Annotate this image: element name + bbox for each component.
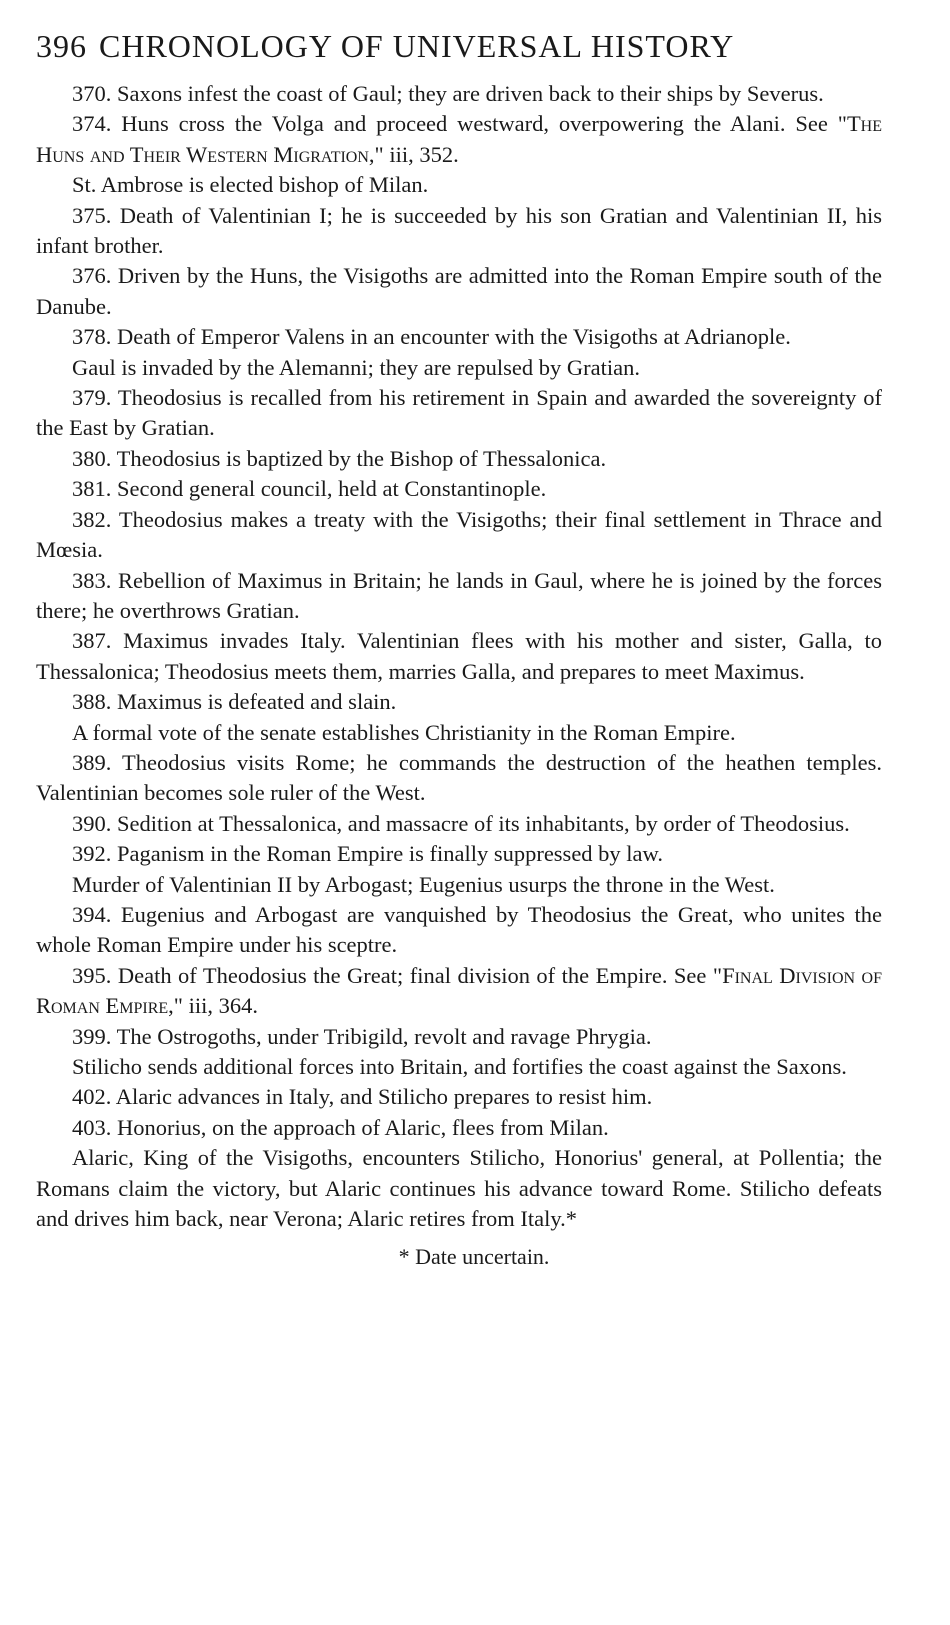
entry-text: Sedition at Thessalonica, and massacre of its inhabitants, by order of Theodosius.: [117, 810, 850, 836]
entry-text: A formal vote of the senate establishes Christianity in the Roman Empire.: [72, 719, 736, 745]
chronology-entry: [36, 1082, 882, 1112]
chronology-entry: [36, 383, 882, 444]
entry-year: 370.: [72, 81, 112, 106]
entry-year: 376.: [72, 263, 112, 289]
entry-text: Gaul is invaded by the Alemanni; they are repulsed by Gratian.: [72, 354, 640, 380]
chronology-entry: [36, 718, 882, 748]
entry-year: 395.: [72, 962, 112, 988]
entry-text: Death of Theodosius the Great; final division of the Empire. See ": [117, 962, 723, 988]
chronology-entry: [36, 900, 882, 961]
entry-year: 402.: [72, 1084, 112, 1110]
entry-year: 378.: [72, 324, 112, 350]
chronology-entry: [36, 839, 882, 869]
entry-year: 390.: [72, 810, 112, 836]
entry-year: 381.: [72, 476, 112, 502]
entry-year: 388.: [72, 689, 112, 715]
cross-reference-title: The Huns and Their Western Migration,: [36, 111, 883, 167]
entry-year: 383.: [72, 567, 112, 593]
chronology-entry: [36, 1113, 882, 1143]
entry-text: Murder of Valentinian II by Arbogast; Eugenius usurps the throne in the West.: [72, 871, 775, 897]
page-number: 396: [36, 28, 87, 64]
entry-text: Theodosius is baptized by the Bishop of Thessalonica.: [116, 445, 607, 471]
chronology-entry: [36, 109, 882, 170]
entry-text: Alaric advances in Italy, and Stilicho prepares to resist him.: [115, 1084, 653, 1110]
entry-text: Maximus invades Italy. Valentinian flees with his mother and sister, Galla, to Thessalonica; Theodosius meets them, marries Galla, and prepares to meet Maximus.: [36, 628, 882, 684]
chronology-entry: [36, 566, 882, 627]
entry-year: 392.: [72, 841, 112, 867]
cross-reference-title: Final Division of Roman Empire,: [36, 962, 882, 1019]
entry-year: 399.: [72, 1023, 112, 1049]
entry-year: 379.: [72, 385, 112, 411]
chronology-entry: [36, 474, 882, 504]
entry-text: Paganism in the Roman Empire is finally suppressed by law.: [117, 841, 663, 867]
entry-text: Stilicho sends additional forces into Britain, and fortifies the coast against the Saxons.: [72, 1054, 847, 1079]
chronology-entry: [36, 1022, 882, 1052]
chronology-entry: [36, 261, 882, 322]
entry-text: Maximus is defeated and slain.: [117, 689, 397, 715]
entry-year: 382.: [72, 506, 112, 532]
entry-text: Death of Emperor Valens in an encounter with the Visigoths at Adrianople.: [117, 324, 791, 350]
chronology-entry: [36, 201, 882, 262]
chronology-entry: [36, 1143, 882, 1234]
entry-text: Huns cross the Volga and proceed westward, overpowering the Alani. See ": [121, 111, 847, 137]
entry-text: Alaric, King of the Visigoths, encounters Stilicho, Honorius' general, at Pollentia; the Romans claim the victory, but Alaric continues his advance toward Rome. Stilicho defeats and drives him back, near Verona; Alaric retires from Italy.*: [36, 1145, 882, 1232]
page-header: [36, 28, 882, 65]
entry-year: 403.: [72, 1114, 112, 1140]
chronology-entry: [36, 626, 882, 687]
book-page: [36, 28, 882, 1272]
entry-text: Driven by the Huns, the Visigoths are admitted into the Roman Empire south of the Danube.: [36, 263, 883, 319]
entry-text: Theodosius is recalled from his retirement in Spain and awarded the sovereignty of the East by Gratian.: [36, 385, 882, 441]
chronology-entry: [36, 170, 882, 200]
entry-text: Eugenius and Arbogast are vanquished by Theodosius the Great, who unites the whole Roman Empire under his sceptre.: [36, 901, 883, 958]
chronology-entry: [36, 870, 882, 900]
chronology-entry: [36, 79, 882, 109]
chronology-entry: [36, 505, 882, 566]
entry-text: Honorius, on the approach of Alaric, flees from Milan.: [117, 1114, 609, 1140]
chronology-entry: [36, 809, 882, 839]
entry-text: Theodosius visits Rome; he commands the destruction of the heathen temples. Valentinian becomes sole ruler of the West.: [36, 749, 882, 806]
chronology-entry: [36, 1052, 882, 1082]
entry-text: Saxons infest the coast of Gaul; they are driven back to their ships by Severus.: [117, 81, 824, 106]
entry-year: 374.: [72, 111, 112, 137]
chronology-entry: [36, 687, 882, 717]
chronology-entries: [36, 79, 882, 1234]
cross-reference-location: " iii, 352.: [374, 141, 459, 167]
entry-text: Theodosius makes a treaty with the Visigoths; their final settlement in Thrace and Mœsia.: [36, 506, 882, 563]
running-title: CHRONOLOGY OF UNIVERSAL HISTORY: [99, 28, 735, 64]
cross-reference-location: " iii, 364.: [173, 993, 258, 1019]
chronology-entry: [36, 748, 882, 809]
entry-year: 380.: [72, 445, 112, 471]
entry-text: Rebellion of Maximus in Britain; he lands in Gaul, where he is joined by the forces there; he overthrows Gratian.: [36, 567, 883, 623]
entry-year: 375.: [72, 202, 112, 228]
entry-text: The Ostrogoths, under Tribigild, revolt and ravage Phrygia.: [116, 1023, 652, 1049]
entry-text: Death of Valentinian I; he is succeeded by his son Gratian and Valentinian II, his infant brother.: [36, 202, 883, 259]
entry-year: 387.: [72, 628, 112, 654]
entry-text: St. Ambrose is elected bishop of Milan.: [72, 172, 429, 198]
chronology-entry: [36, 444, 882, 474]
footnote: * Date uncertain.: [398, 1244, 550, 1270]
chronology-entry: [36, 322, 882, 352]
entry-year: 394.: [72, 901, 112, 927]
chronology-entry: [36, 353, 882, 383]
chronology-entry: [36, 961, 882, 1022]
entry-year: 389.: [72, 749, 112, 775]
entry-text: Second general council, held at Constantinople.: [117, 476, 547, 502]
